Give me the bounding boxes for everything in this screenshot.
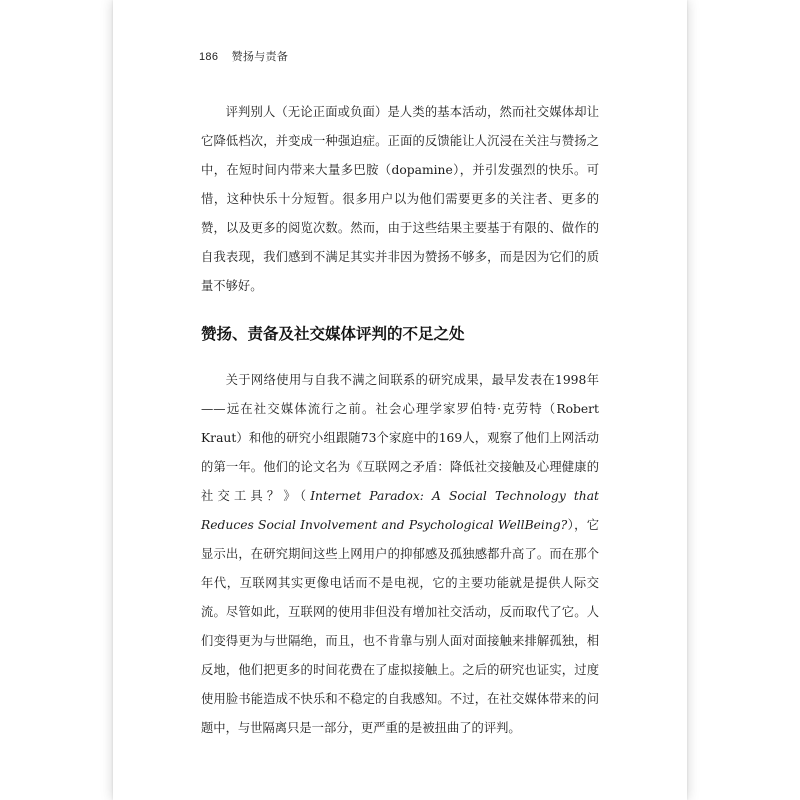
page-number: 186: [199, 51, 219, 63]
running-head: [199, 48, 288, 64]
paragraph-1: 评判别人（无论正面或负面）是人类的基本活动，然而社交媒体却让它降低档次，并变成一种强迫症。正面的反馈能让人沉浸在关注与赞扬之中，在短时间内带来大量多巴胺（dopamine），并引发强烈的快乐。可惜，这种快乐十分短暂。很多用户以为他们需要更多的关注者、更多的赞，以及更多的阅览次数。然而，由于这些结果主要基于有限的、做作的自我表现，我们感到不满足其实并非因为赞扬不够多，而是因为它们的质量不够好。: [201, 105, 599, 293]
paragraph-2-part-2: ），它显示出，在研究期间这些上网用户的抑郁感及孤独感都升高了。而在那个年代，互联网其实更像电话而不是电视，它的主要功能就是提供人际交流。尽管如此，互联网的使用非但没有增加社交活动，反而取代了它。人们变得更为与世隔绝，而且，也不肯靠与别人面对面接触来排解孤独，相反地，他们把更多的时间花费在了虚拟接触上。之后的研究也证实，过度使用脸书能造成不快乐和不稳定的自我感知。不过，在社交媒体带来的问题中，与世隔离只是一部分，更严重的是被扭曲了的评判。: [201, 518, 599, 735]
chapter-title: 赞扬与责备: [231, 51, 289, 63]
paragraph-2-part-1: 关于网络使用与自我不满之间联系的研究成果，最早发表在1998年——远在社交媒体流行之前。社会心理学家罗伯特·克劳特（Robert Kraut）和他的研究小组跟随73个家庭中的169人，观察了他们上网活动的第一年。他们的论文名为《互联网之矛盾：降低社交接触及心理健康的社交工具？》（: [201, 373, 599, 503]
book-page: [113, 0, 687, 800]
paragraph-2: [201, 366, 599, 743]
section-heading: 赞扬、责备及社交媒体评判的不足之处: [201, 324, 465, 343]
paper-title-english: Internet Paradox: A Social Technology that Reduces Social Involvement and Psychological WellBeing?: [201, 489, 599, 532]
